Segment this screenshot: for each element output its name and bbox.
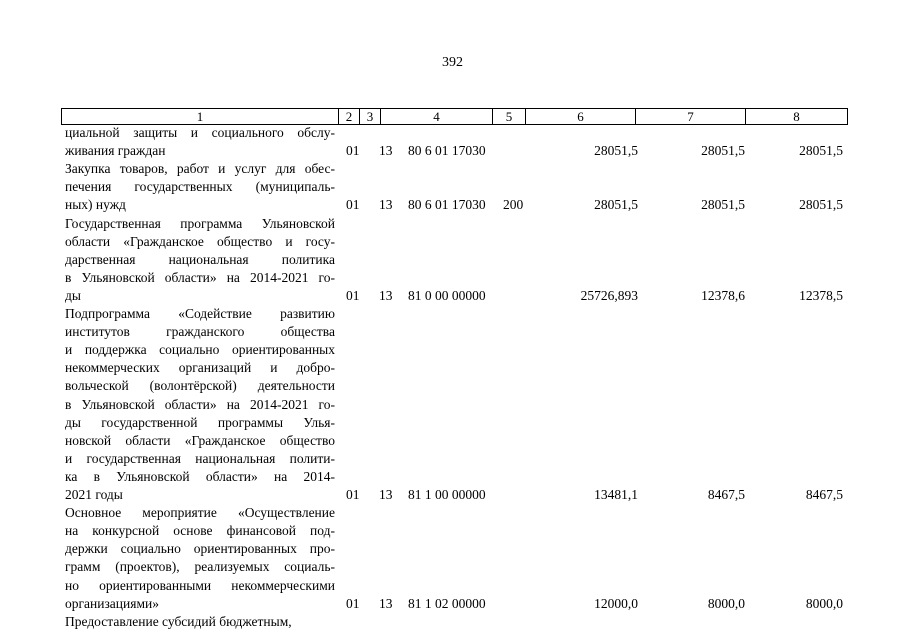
row-3-name-line: институтов гражданского общества [65,324,335,340]
row-4-c8: 8000,0 [805,595,843,611]
row-3-c6: 13481,1 [594,487,638,502]
row-2-c2: 01 [346,287,360,303]
row-0-c7: 28051,5 [701,143,745,159]
row-0-c2: 01 [346,143,360,159]
row-2-name-line: области «Гражданское общество и госу- [65,233,335,249]
header-col-4: 4 [381,109,493,124]
header-col-8: 8 [793,109,800,124]
row-4-c2: 01 [346,595,360,611]
row-3-c4: 81 1 00 00000 [408,487,486,502]
row-2-name-line: Государственная программа Ульяновской [65,215,335,231]
row-3-name-line: Подпрограмма «Содействие развитию [65,306,335,321]
row-1-c2: 01 [346,197,360,213]
row-3-name-line: ка в Ульяновской области» на 2014- [65,468,335,484]
row-1-name-line: Закупка товаров, работ и услуг для обес- [65,161,335,177]
row-2-name-line: ды [65,287,81,303]
row-4-name-line: организациями» [65,595,159,611]
row-3-name-line: вольческой (волонтёрской) деятельности [65,378,335,394]
row-1-c3: 13 [379,197,393,213]
row-3-name-line: 2021 годы [65,487,123,502]
row-0-c3: 13 [379,143,393,159]
header-col-7: 7 [636,109,746,124]
row-4-c3: 13 [379,595,393,611]
header-col-3: 3 [360,109,381,124]
page-number: 392 [442,55,463,70]
row-1-name-line: ных) нужд [65,197,126,213]
header-col-1: 1 [62,109,339,124]
row-3-name-line: ды государственной программы Улья- [65,414,335,430]
row-4-c7: 8000,0 [707,595,745,611]
row-0-name-line: циальной защиты и социального обслу- [65,125,335,140]
row-3-name-line: новской области «Гражданское общество [65,432,335,448]
row-4-c4: 81 1 02 00000 [408,595,486,611]
row-3-name-line: в Ульяновской области» на 2014-2021 го- [65,396,335,412]
row-4-c6: 12000,0 [594,595,638,611]
row-3-name-line: и поддержка социально ориентированных [65,342,335,358]
row-3-c7: 8467,5 [707,487,745,502]
row-0-name-line: живания граждан [65,143,166,159]
row-4-name-line: на конкурсной основе финансовой под- [65,523,335,539]
header-col-2: 2 [339,109,360,124]
row-2-c7: 12378,6 [701,287,745,303]
row-1-c5: 200 [503,197,524,213]
row-2-c8: 12378,5 [799,287,843,303]
row-0-c6: 28051,5 [594,143,638,159]
row-2-c6: 25726,893 [580,287,638,303]
row-1-c7: 28051,5 [701,197,745,213]
row-1-c6: 28051,5 [594,197,638,213]
row-1-name-line: печения государственных (муниципаль- [65,179,335,195]
row-2-name-line: дарственная национальная политика [65,251,335,267]
header-col-6: 6 [526,109,636,124]
row-4-name-line: но ориентированными некоммерческими [65,577,335,593]
row-3-c8: 8467,5 [805,487,843,502]
row-2-c4: 81 0 00 00000 [408,287,486,303]
row-2-name-line: в Ульяновской области» на 2014-2021 го- [65,269,335,285]
row-4-name-line: Основное мероприятие «Осуществление [65,505,335,521]
row-3-c2: 01 [346,487,360,502]
row-4-name-line: грамм (проектов), реализуемых социаль- [65,559,335,575]
table-header [61,108,848,125]
row-1-c4: 80 6 01 17030 [408,197,486,213]
row-1-c8: 28051,5 [799,197,843,213]
row-5-name-line: Предоставление субсидий бюджетным, [65,613,292,629]
row-3-name-line: и государственная национальная полити- [65,450,335,466]
row-3-c3: 13 [379,487,393,502]
row-0-c8: 28051,5 [799,143,843,159]
row-3-name-line: некоммерческих организаций и добро- [65,360,335,376]
row-2-c3: 13 [379,287,393,303]
header-col-5: 5 [493,109,526,124]
row-4-name-line: держки социально ориентированных про- [65,541,335,557]
row-0-c4: 80 6 01 17030 [408,143,486,159]
